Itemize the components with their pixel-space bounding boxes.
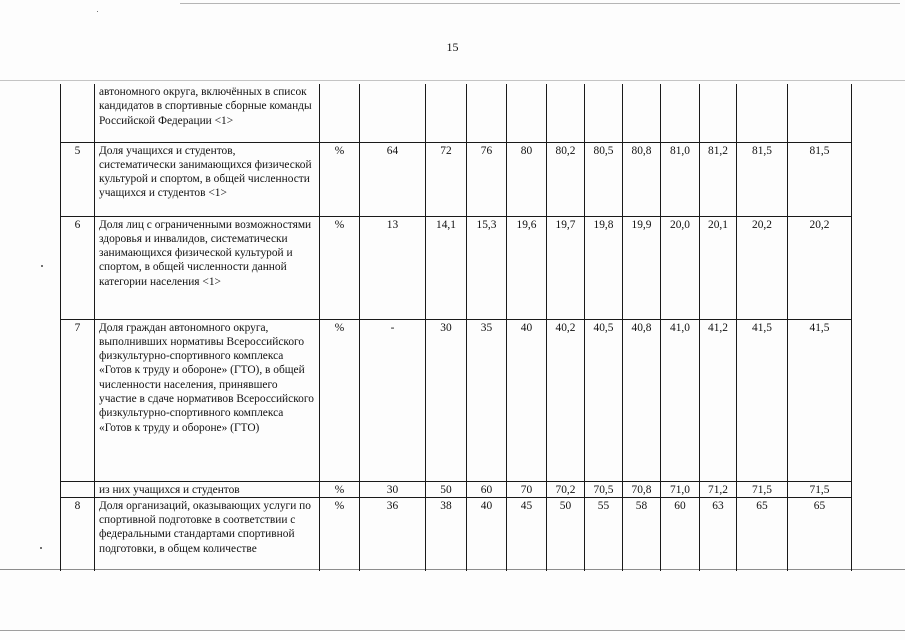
page-number: 15 <box>446 40 459 54</box>
indicator-name: Доля граждан автономного округа, выполнивших нормативы Всероссийского физкультурно-спортивного комплекса «Готов к труду и обороне» (ГТО), в общей численности населения, принявшего участие в сдаче нормативов Всероссийского физкультурно-спортивного комплекса «Готов к труду и обороне» (ГТО) <box>95 319 320 481</box>
value-cell <box>547 84 585 142</box>
value-cell <box>700 84 737 142</box>
value-cell <box>623 84 661 142</box>
scan-top-line <box>180 3 900 4</box>
value-cell: 50 <box>426 481 467 497</box>
value-cell <box>585 84 623 142</box>
value-cell: 40,2 <box>547 319 585 481</box>
value-cell: 20,2 <box>737 216 788 319</box>
value-cell: 55 <box>585 497 623 571</box>
value-cell: 81,5 <box>788 142 852 216</box>
value-cell: 41,5 <box>737 319 788 481</box>
value-cell: 80,5 <box>585 142 623 216</box>
unit-cell: % <box>320 142 360 216</box>
value-cell: 65 <box>788 497 852 571</box>
row-number: 5 <box>61 142 95 216</box>
value-cell: 70 <box>507 481 547 497</box>
value-cell: 41,5 <box>788 319 852 481</box>
row-number: 8 <box>61 497 95 571</box>
indicator-name: Доля учащихся и студентов, систематически занимающихся физической культурой и спортом, в общей численности учащихся и студентов <1> <box>95 142 320 216</box>
indicator-name: Доля лиц с ограниченными возможностями здоровья и инвалидов, систематически занимающихся физической культурой и спортом, в общей численности данной категории населения <1> <box>95 216 320 319</box>
value-cell: 20,2 <box>788 216 852 319</box>
row-number: 7 <box>61 319 95 481</box>
value-cell: 80,2 <box>547 142 585 216</box>
value-cell: 19,8 <box>585 216 623 319</box>
value-cell: 36 <box>360 497 426 571</box>
value-cell: 50 <box>547 497 585 571</box>
table-body <box>61 84 852 571</box>
value-cell <box>507 84 547 142</box>
row-number: 6 <box>61 216 95 319</box>
value-cell <box>661 84 700 142</box>
table-row <box>61 497 852 571</box>
unit-cell: % <box>320 319 360 481</box>
table-row <box>61 481 852 497</box>
value-cell: 65 <box>737 497 788 571</box>
value-cell: 80,8 <box>623 142 661 216</box>
value-cell: 20,0 <box>661 216 700 319</box>
value-cell: 81,2 <box>700 142 737 216</box>
value-cell: 40,5 <box>585 319 623 481</box>
value-cell <box>737 84 788 142</box>
value-cell: 35 <box>467 319 507 481</box>
value-cell: 81,5 <box>737 142 788 216</box>
value-cell: 70,2 <box>547 481 585 497</box>
value-cell: 71,5 <box>788 481 852 497</box>
value-cell: 20,1 <box>700 216 737 319</box>
value-cell: 71,0 <box>661 481 700 497</box>
value-cell: 30 <box>426 319 467 481</box>
unit-cell: % <box>320 497 360 571</box>
page-header-rule <box>0 80 905 81</box>
scan-dot <box>40 547 42 549</box>
row-number <box>61 481 95 497</box>
value-cell: 63 <box>700 497 737 571</box>
value-cell: - <box>360 319 426 481</box>
value-cell: 15,3 <box>467 216 507 319</box>
value-cell: 19,7 <box>547 216 585 319</box>
value-cell: 60 <box>661 497 700 571</box>
unit-cell: % <box>320 216 360 319</box>
value-cell: 45 <box>507 497 547 571</box>
value-cell: 60 <box>467 481 507 497</box>
value-cell: 30 <box>360 481 426 497</box>
value-cell: 40 <box>507 319 547 481</box>
table-row <box>61 142 852 216</box>
value-cell: 71,5 <box>737 481 788 497</box>
value-cell <box>360 84 426 142</box>
value-cell: 64 <box>360 142 426 216</box>
value-cell: 72 <box>426 142 467 216</box>
table-row <box>61 216 852 319</box>
value-cell: 38 <box>426 497 467 571</box>
value-cell: 41,0 <box>661 319 700 481</box>
value-cell: 70,8 <box>623 481 661 497</box>
unit-cell: % <box>320 481 360 497</box>
unit-cell <box>320 84 360 142</box>
value-cell: 14,1 <box>426 216 467 319</box>
value-cell: 40,8 <box>623 319 661 481</box>
value-cell: 81,0 <box>661 142 700 216</box>
value-cell: 40 <box>467 497 507 571</box>
table-row <box>61 319 852 481</box>
indicator-name: автономного округа, включённых в список кандидатов в спортивные сборные команды Российской Федерации <1> <box>95 84 320 142</box>
value-cell: 70,5 <box>585 481 623 497</box>
value-cell: 58 <box>623 497 661 571</box>
value-cell: 41,2 <box>700 319 737 481</box>
value-cell: 19,9 <box>623 216 661 319</box>
indicators-table <box>60 84 852 571</box>
scan-dot <box>41 265 43 267</box>
indicator-name: из них учащихся и студентов <box>95 481 320 497</box>
indicator-name: Доля организаций, оказывающих услуги по спортивной подготовке в соответствии с федеральными стандартами спортивной подготовки, в общем количестве <box>95 497 320 571</box>
value-cell: 76 <box>467 142 507 216</box>
value-cell <box>426 84 467 142</box>
value-cell: 19,6 <box>507 216 547 319</box>
value-cell: 71,2 <box>700 481 737 497</box>
value-cell <box>788 84 852 142</box>
value-cell: 80 <box>507 142 547 216</box>
scan-dot <box>97 11 98 12</box>
table-row <box>61 84 852 142</box>
scan-bottom-line <box>0 630 905 631</box>
row-number <box>61 84 95 142</box>
value-cell <box>467 84 507 142</box>
value-cell: 13 <box>360 216 426 319</box>
